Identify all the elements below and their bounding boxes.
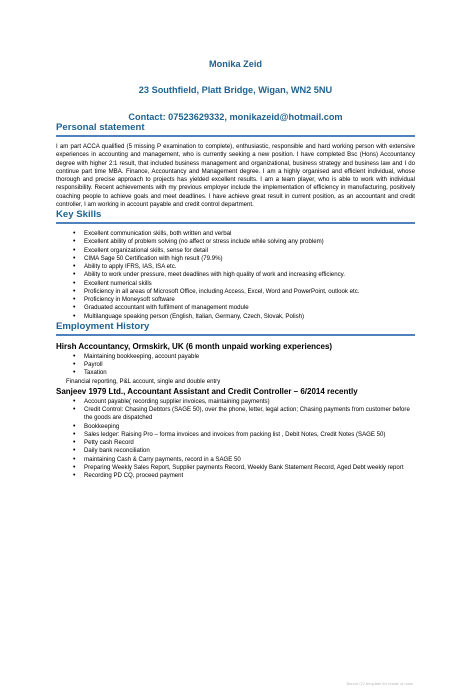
list-item: • maintaining Cash & Carry payments, record in a SAGE 50 xyxy=(73,456,415,464)
list-item: • Proficiency in all areas of Microsoft Office, including Access, Excel, Word and PowerPoint, outlook etc. xyxy=(73,288,415,296)
list-item: • Credit Control: Chasing Debtors (SAGE 50), over the phone, letter, legal action; Chasing payments from customer before the goods are dispatched xyxy=(73,406,415,423)
list-item: • Taxation xyxy=(73,369,415,377)
job-duties-list xyxy=(56,353,415,378)
list-item: • Account payable( recording supplier invoices, maintaining payments) xyxy=(73,398,415,406)
job-duties-list xyxy=(56,398,415,481)
list-item: • Excellent communication skills, both written and verbal xyxy=(73,230,415,238)
footer-watermark: Bound CV template for resale on sale xyxy=(346,681,413,686)
job-note: Financial reporting, P&L account, single and double entry xyxy=(66,377,221,385)
personal-statement-heading: Personal statement xyxy=(56,122,415,137)
cv-page xyxy=(0,59,453,699)
list-item: • Daily bank reconciliation xyxy=(73,447,415,455)
employment-history-heading: Employment History xyxy=(56,321,415,336)
list-item: • Multilanguage speaking person (English, Italian, Germany, Czech, Slovak, Polish) xyxy=(73,313,415,321)
list-item: • Sales ledger: Raising Pro – forma invoices and invoices from packing list , Debit Notes, Credit Notes (SAGE 50) xyxy=(73,431,415,439)
job-heading-hirsh: Hirsh Accountancy, Ormskirk, UK (6 month unpaid working experiences) xyxy=(56,341,333,351)
list-item: • Preparing Weekly Sales Report, Supplier payments Record, Weekly Bank Statement Record, Aged Debt weekly report xyxy=(73,464,415,472)
job-heading-sanjeev: Sanjeev 1979 Ltd., Accountant Assistant and Credit Controller – 6/2014 recently xyxy=(56,386,358,396)
list-item: • Recording PD CQ, proceed payment xyxy=(73,472,415,480)
list-item: • Maintaining bookkeeping, account payable xyxy=(73,353,415,361)
list-item: • Excellent ability of problem solving (no affect or stress include while solving any problem) xyxy=(73,238,415,246)
list-item: • Proficiency in Moneysoft software xyxy=(73,296,415,304)
candidate-contact: Contact: 07523629332, monikazeid@hotmail.com xyxy=(128,112,343,122)
list-item: • CIMA Sage 50 Certification with high result (79.9%) xyxy=(73,255,415,263)
list-item: • Graduated accountant with fulfilment of management module xyxy=(73,304,415,312)
candidate-name: Monika Zeid xyxy=(208,59,263,69)
list-item: • Ability to work under pressure, meet deadlines with high quality of work and increasing efficiency. xyxy=(73,271,415,279)
key-skills-heading: Key Skills xyxy=(56,209,415,224)
list-item: • Bookkeeping xyxy=(73,423,415,431)
list-item: • Excellent organizational skills, sense for detail xyxy=(73,247,415,255)
personal-statement-text: I am part ACCA qualified (5 missing P examination to complete), enthusiastic, responsible and hard working person with extensive experiences in accounting and management, who is currently seeking a new position. I have completed Bsc (Hons) Accountancy degree with higher 2:1 result, that included business management and organizational, business strategy and business law and I do continue part time MBA. Finance, Accountancy and Management degree. I am a highly organised and efficient individual, whose thorough and precise approach to projects has yielded excellent results. I am a team player, who is able to work with individual responsibility. Recent achievements with my previous employer include the implementation of efficiency in manufacturing, positively coaching people to achieve goals and meet deadlines. I have achieve great result in current position, as an accountant and credit controller, I am working in account payable and credit control department. xyxy=(56,143,415,208)
list-item: • Ability to apply IFRS, IAS, ISA etc. xyxy=(73,263,415,271)
list-item: • Excellent numerical skills xyxy=(73,280,415,288)
list-item: • Payroll xyxy=(73,361,415,369)
candidate-address: 23 Southfield, Platt Bridge, Wigan, WN2 5NU xyxy=(138,85,333,95)
key-skills-list xyxy=(56,230,415,321)
list-item: • Petty cash Record xyxy=(73,439,415,447)
